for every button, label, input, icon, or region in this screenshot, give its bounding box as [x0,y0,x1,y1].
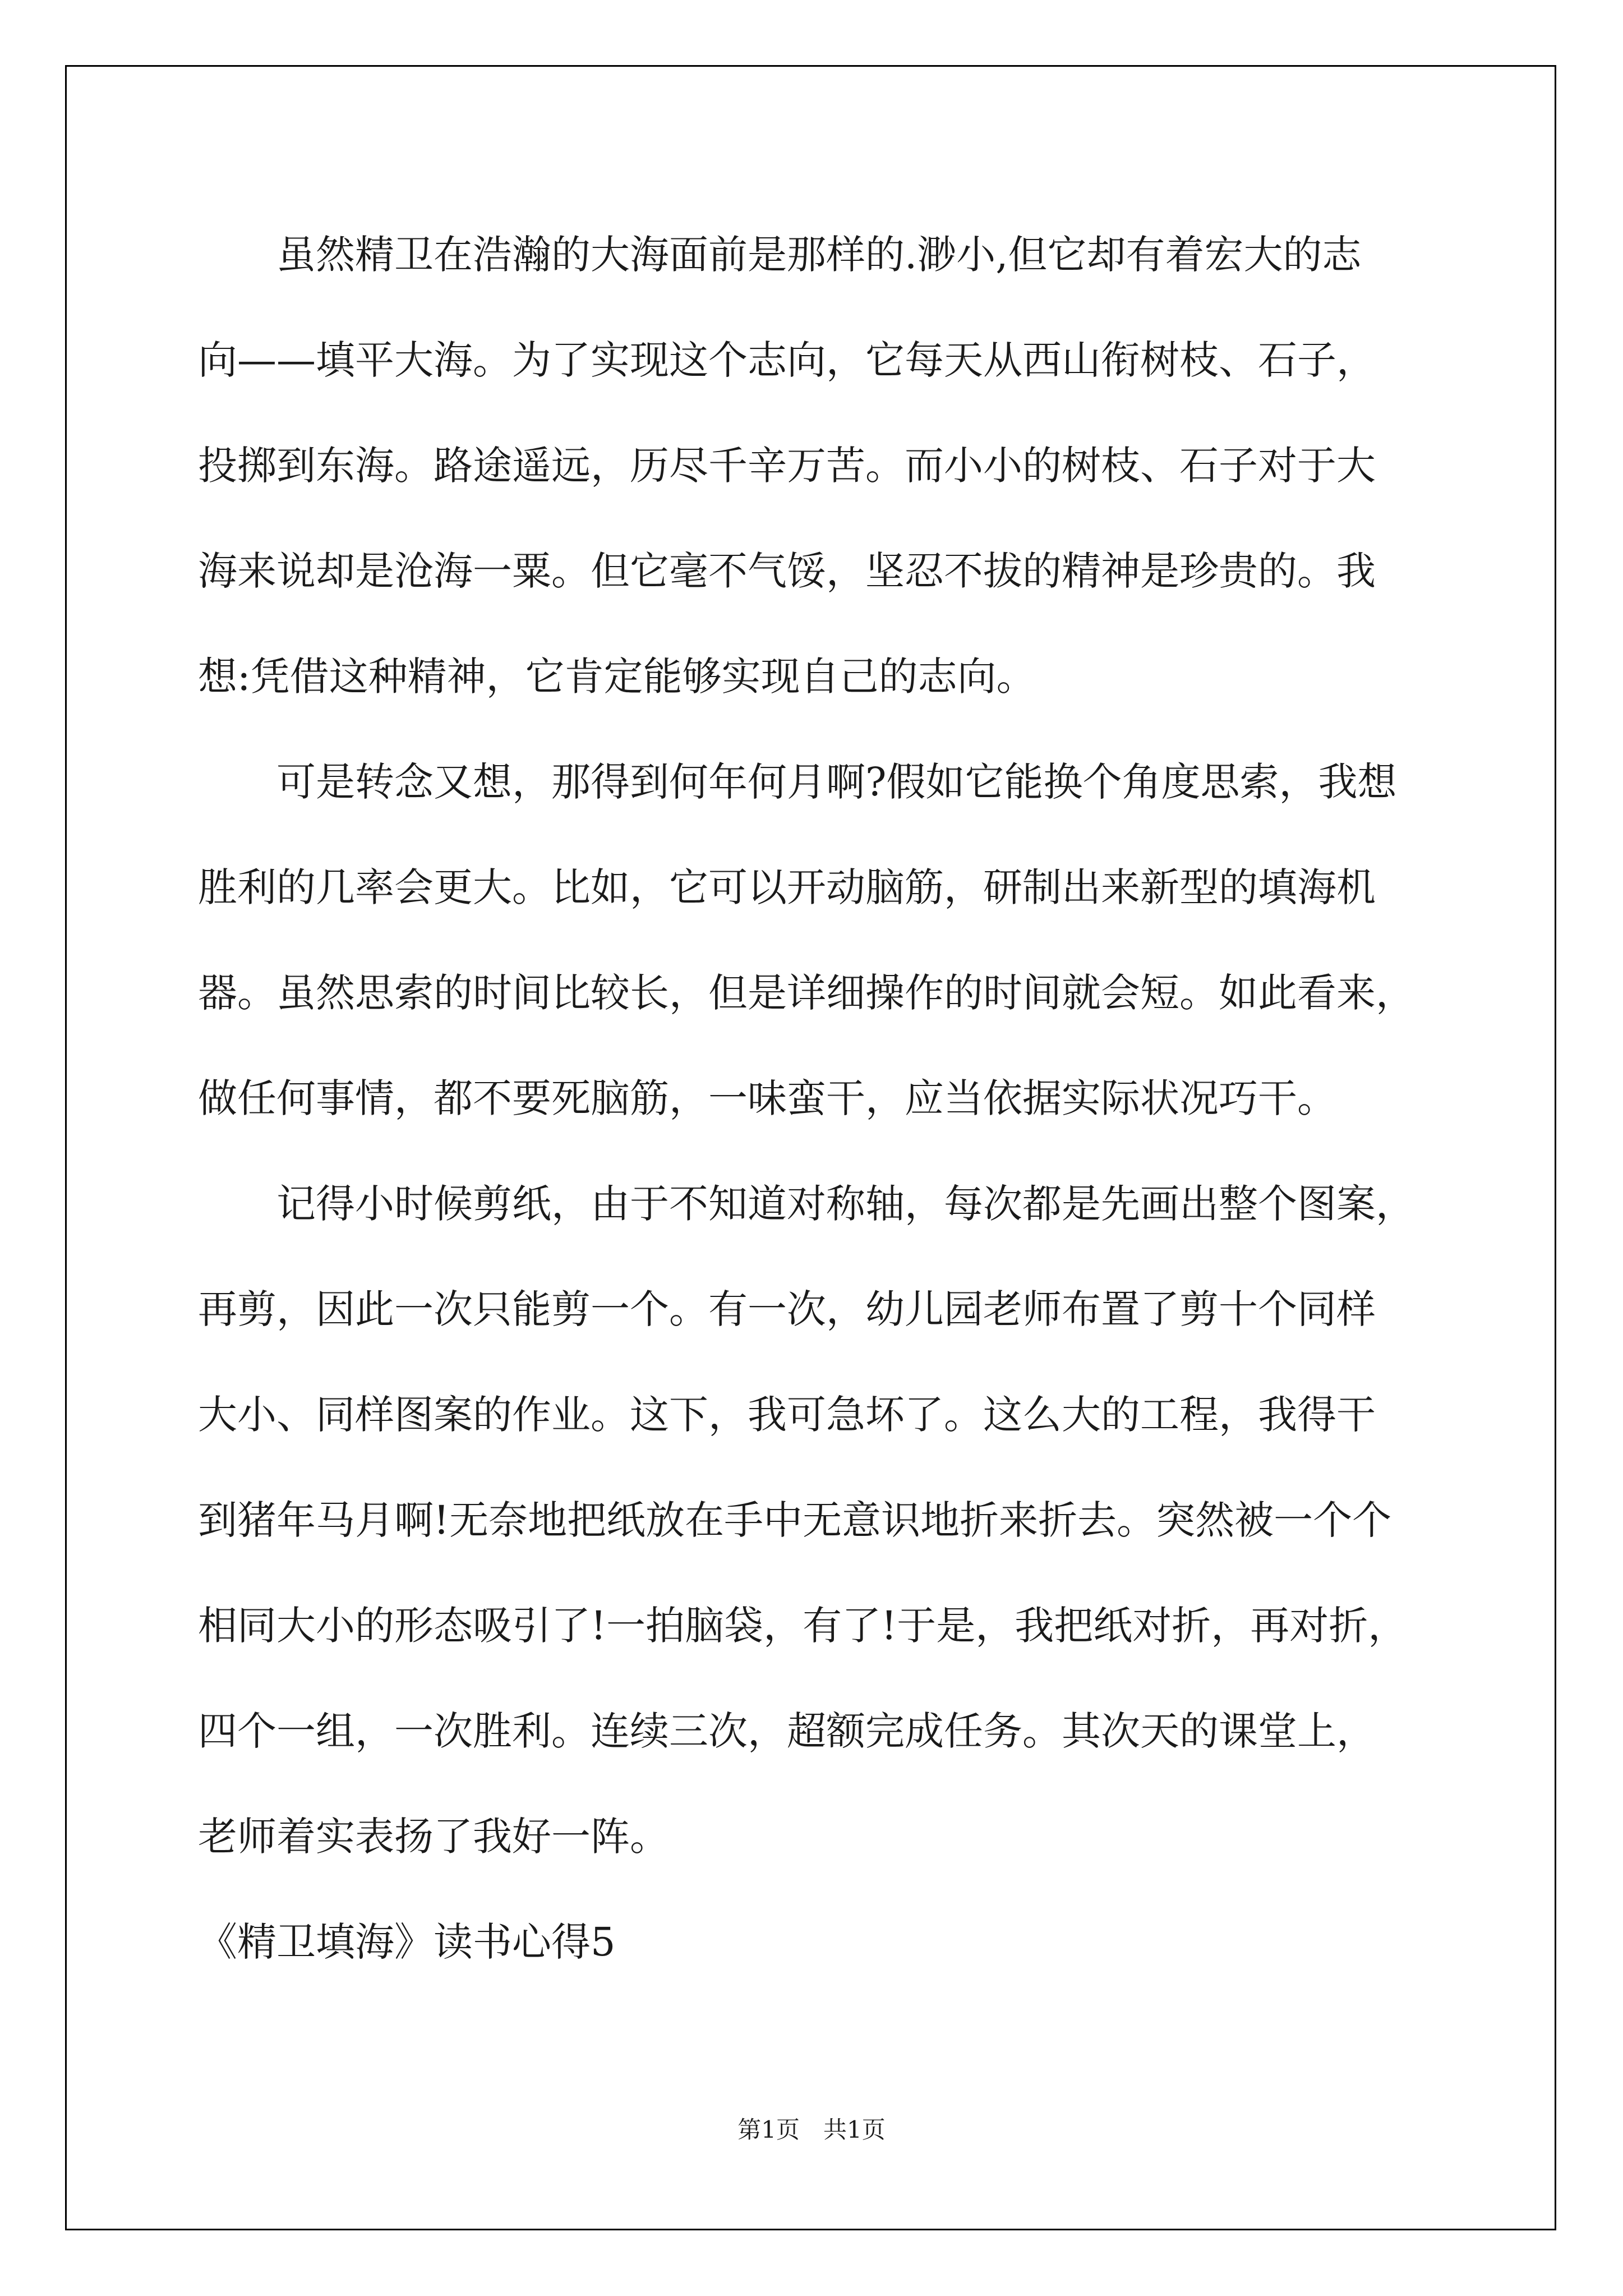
text-line: 想:凭借这种精神，它肯定能够实现自己的志向。 [198,654,1036,700]
text-line: 虽然精卫在浩瀚的大海面前是那样的.渺小,但它却有着宏大的志 [276,232,1362,278]
text-line: 海来说却是沧海一粟。但它毫不气馁，坚忍不拔的精神是珍贵的。我 [198,548,1376,594]
paragraph-2 [198,729,1432,1151]
document-body [198,202,1432,1995]
text-line: 记得小时候剪纸，由于不知道对称轴，每次都是先画出整个图案， [276,1181,1415,1227]
text-line: 可是转念又想，那得到何年何月啊?假如它能换个角度思索，我想 [276,759,1397,805]
page-footer: 第1页 共1页 [737,2116,886,2143]
text-line: 投掷到东海。路途遥远，历尽千辛万苦。而小小的树枝、石子对于大 [198,443,1376,489]
text-line: 老师着实表扬了我好一阵。 [198,1814,669,1860]
paragraph-1 [198,202,1432,729]
text-line: 大小、同样图案的作业。这下，我可急坏了。这么大的工程，我得干 [198,1392,1376,1438]
text-line: 相同大小的形态吸引了!一拍脑袋，有了!于是，我把纸对折，再对折， [198,1603,1408,1649]
section-heading: 《精卫填海》读书心得5 [198,1919,616,1965]
text-line: 再剪，因此一次只能剪一个。有一次，幼儿园老师布置了剪十个同样 [198,1286,1376,1332]
text-line: 四个一组，一次胜利。连续三次，超额完成任务。其次天的课堂上， [198,1708,1376,1754]
text-line: 器。虽然思索的时间比较长，但是详细操作的时间就会短。如此看来， [198,970,1415,1016]
text-line: 做任何事情，都不要死脑筋，一味蛮干，应当依据实际状况巧干。 [198,1075,1336,1121]
paragraph-3 [198,1151,1432,1889]
text-line: 向——填平大海。为了实现这个志向，它每天从西山衔树枝、石子， [198,337,1376,383]
text-line: 到猪年马月啊!无奈地把纸放在手中无意识地折来折去。突然被一个个 [198,1497,1392,1543]
text-line: 胜利的几率会更大。比如，它可以开动脑筋，研制出来新型的填海机 [198,864,1376,910]
